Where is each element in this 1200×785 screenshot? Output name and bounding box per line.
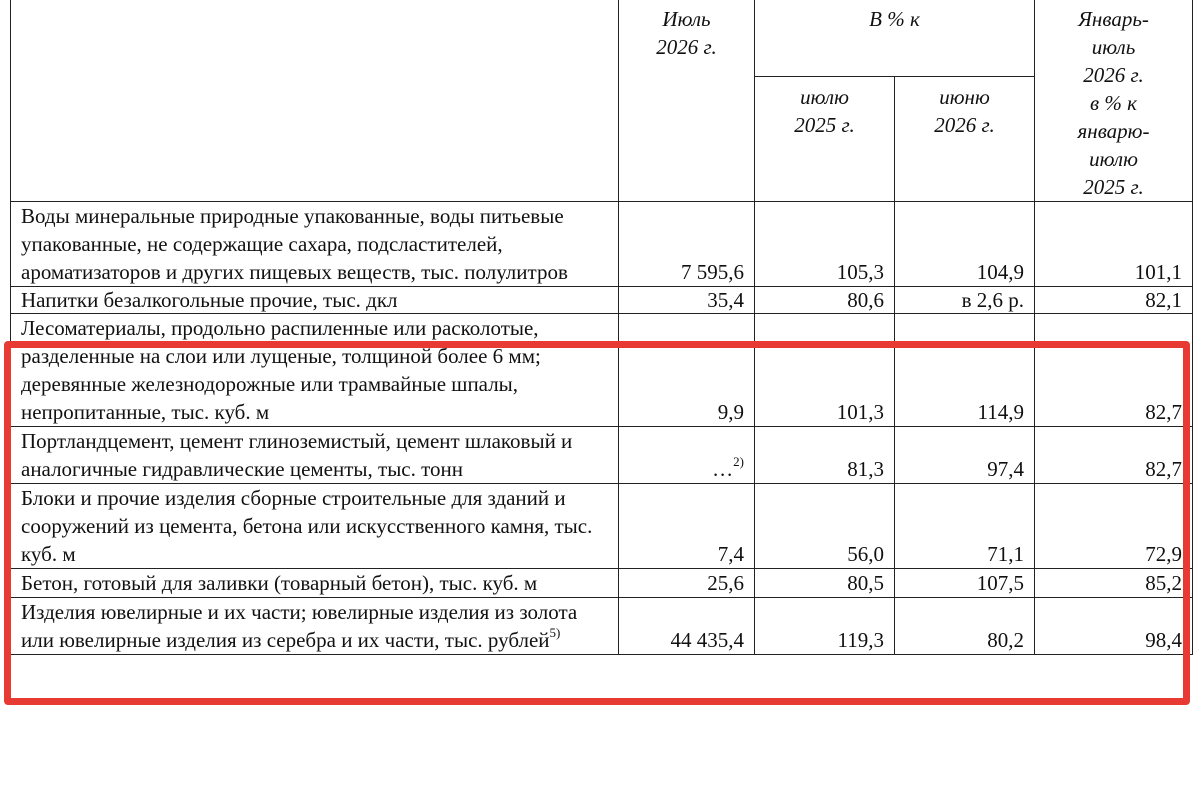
header-text: 2025 г. xyxy=(794,113,855,137)
header-text: июль xyxy=(1091,35,1136,59)
table-row xyxy=(11,287,1193,314)
table-row xyxy=(11,484,1193,569)
value-jan-july xyxy=(1035,287,1193,314)
value-july-2026: 44 435,4 xyxy=(619,598,755,655)
footnote-marker: 2) xyxy=(733,454,744,469)
value-text: в 2,6 р. xyxy=(961,288,1024,312)
value-july-2026: 7,4 xyxy=(619,484,755,569)
header-june-2026 xyxy=(895,77,1035,202)
value-vs-june-2026 xyxy=(895,287,1035,314)
value-jan-july: 101,1 xyxy=(1035,202,1193,287)
row-label xyxy=(11,287,619,314)
header-text: Июль xyxy=(662,7,711,31)
header-text: в % к xyxy=(1090,91,1137,115)
value-vs-july-2025: 101,3 xyxy=(755,314,895,427)
header-percent-group xyxy=(755,0,1035,77)
header-text: январю- xyxy=(1077,119,1150,143)
production-statistics-table xyxy=(10,0,1193,655)
value-vs-june-2026: 107,5 xyxy=(895,569,1035,598)
header-text: 2025 г. xyxy=(1083,175,1144,199)
value-july-2026 xyxy=(619,427,755,484)
value-vs-june-2026: 104,9 xyxy=(895,202,1035,287)
table-row xyxy=(11,598,1193,655)
value-vs-june-2026: 97,4 xyxy=(895,427,1035,484)
header-text: 2026 г. xyxy=(656,35,717,59)
value-vs-july-2025: 105,3 xyxy=(755,202,895,287)
row-label: Блоки и прочие изделия сборные строительные для зданий и сооружений из цемента, бетона или искусственного камня, тыс. куб. м xyxy=(11,484,619,569)
row-label-text: Напитки безалкогольные прочие, тыс. дкл xyxy=(21,288,398,312)
table-row xyxy=(11,427,1193,484)
value-july-2026: 9,9 xyxy=(619,314,755,427)
value-text: 80,6 xyxy=(847,288,884,312)
row-label-text: Изделия ювелирные и их части; ювелирные изделия из золота или ювелирные изделия из серебра и их части, тыс. рублей xyxy=(21,600,578,652)
header-july-2025 xyxy=(755,77,895,202)
header-text: 2026 г. xyxy=(1083,63,1144,87)
value-vs-july-2025 xyxy=(755,287,895,314)
footnote-marker: 5) xyxy=(549,625,561,640)
header-text: 2026 г. xyxy=(934,113,995,137)
row-label: Портландцемент, цемент глиноземистый, цемент шлаковый и аналогичные гидравлические цементы, тыс. тонн xyxy=(11,427,619,484)
row-label xyxy=(11,598,619,655)
header-july-2026 xyxy=(619,0,755,202)
value-vs-june-2026: 71,1 xyxy=(895,484,1035,569)
header-empty-cell xyxy=(11,0,619,202)
value-july-2026: 7 595,6 xyxy=(619,202,755,287)
value-text: … xyxy=(712,457,734,481)
value-jan-july: 82,7 xyxy=(1035,314,1193,427)
table-row xyxy=(11,314,1193,427)
table-row xyxy=(11,569,1193,598)
row-label: Воды минеральные природные упакованные, воды питьевые упакованные, не содержащие сахара, подсластителей, ароматизаторов и других пищевых веществ, тыс. полулитров xyxy=(11,202,619,287)
header-jan-july-2026 xyxy=(1035,0,1193,202)
header-text: Январь- xyxy=(1078,7,1149,31)
value-vs-july-2025: 81,3 xyxy=(755,427,895,484)
header-text: июлю xyxy=(1089,147,1138,171)
value-july-2026 xyxy=(619,287,755,314)
value-jan-july: 72,9 xyxy=(1035,484,1193,569)
value-vs-july-2025: 80,5 xyxy=(755,569,895,598)
value-vs-july-2025: 56,0 xyxy=(755,484,895,569)
table-row xyxy=(11,202,1193,287)
value-jan-july: 82,7 xyxy=(1035,427,1193,484)
row-label: Лесоматериалы, продольно распиленные или расколотые, разделенные на слои или лущеные, толщиной более 6 мм; деревянные железнодорожные или трамвайные шпалы, непропитанные, тыс. куб. м xyxy=(11,314,619,427)
row-label: Бетон, готовый для заливки (товарный бетон), тыс. куб. м xyxy=(11,569,619,598)
header-text: июню xyxy=(939,85,990,109)
table-header-row xyxy=(11,0,1193,77)
value-vs-june-2026: 114,9 xyxy=(895,314,1035,427)
value-vs-july-2025: 119,3 xyxy=(755,598,895,655)
value-july-2026: 25,6 xyxy=(619,569,755,598)
value-text: 35,4 xyxy=(707,288,744,312)
value-jan-july: 85,2 xyxy=(1035,569,1193,598)
header-text: В % к xyxy=(869,7,920,31)
value-text: 82,1 xyxy=(1145,288,1182,312)
value-vs-june-2026: 80,2 xyxy=(895,598,1035,655)
value-jan-july: 98,4 xyxy=(1035,598,1193,655)
header-text: июлю xyxy=(800,85,849,109)
